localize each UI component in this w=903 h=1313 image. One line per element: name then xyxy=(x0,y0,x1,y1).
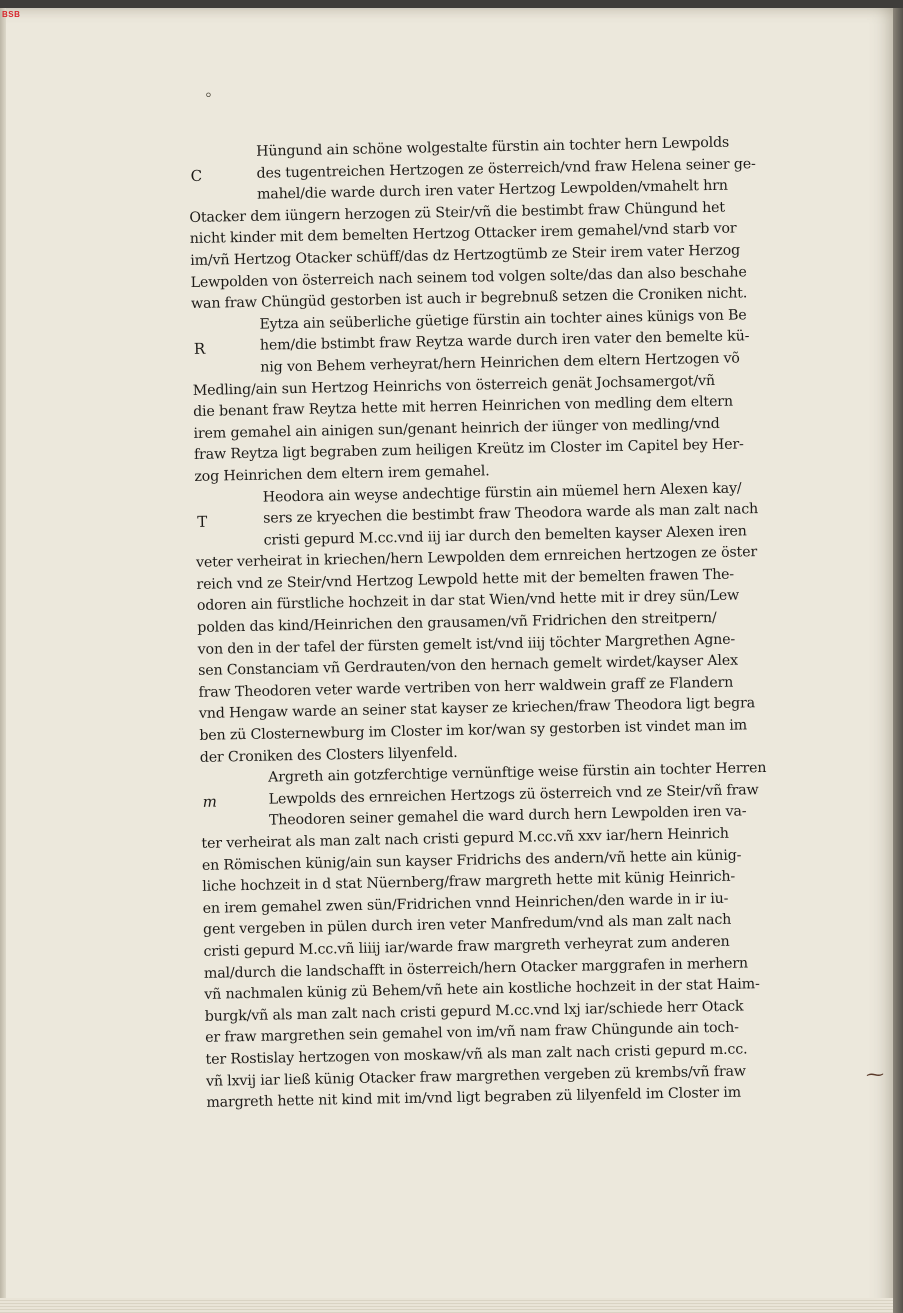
paragraph-theodora xyxy=(195,476,835,769)
text-line: hem/die bstimbt fraw Reytza warde durch iren vater den bemelte kü- xyxy=(259,328,750,354)
text-line: Lewpolden von österreich nach seinem tod volgen solte/das dan also beschahe xyxy=(190,263,747,291)
text-line: Lewpolds des ernreichen Hertzogs zü österreich vnd ze Steir/vñ fraw xyxy=(268,781,759,808)
text-line: en irem gemahel zwen sün/Fridrichen vnnd Heinrichen/den warde in ir iu- xyxy=(202,890,729,917)
text-line: reich vnd ze Steir/vnd Hertzog Lewpold hette mit der bemelten frawen The- xyxy=(196,566,735,593)
text-line: en Römischen künig/ain sun kayser Fridrichs des andern/vñ hette ain künig- xyxy=(201,847,742,874)
text-line: nicht kinder mit dem bemelten Hertzog Ottacker irem gemahel/vnd starb vor xyxy=(189,220,737,248)
text-line: Heodora ain weyse andechtige fürstin ain müemel hern Alexen kay/ xyxy=(262,479,742,506)
page-gutter xyxy=(0,8,6,1313)
text-line: der Croniken des Closters lilyenfeld. xyxy=(199,744,458,766)
text-line: liche hochzeit in d stat Nüernberg/fraw margreth hette mit künig Heinrich- xyxy=(202,868,736,896)
text-line: cristi gepurd M.cc.vñ liiij iar/warde fraw margreth verheyrat zum anderen xyxy=(203,933,730,960)
text-line: vñ nachmalen künig zü Behem/vñ hete ain kostliche hochzeit in der stat Haim- xyxy=(204,976,760,1003)
initial-letter: R xyxy=(193,339,206,358)
text-line: ter verheirat als man zalt nach cristi gepurd M.cc.vñ xxv iar/hern Heinrich xyxy=(201,825,729,852)
initial-letter: T xyxy=(197,512,208,531)
text-line: die benant fraw Reytza hette mit herren Heinrichen von medling dem eltern xyxy=(193,393,734,421)
margin-mark: ⁓ xyxy=(866,1064,884,1085)
main-text-block xyxy=(188,131,842,1115)
text-line: gent vergeben in pülen durch iren veter Manfredum/vnd als man zalt nach xyxy=(202,912,732,939)
text-line: sen Constanciam vñ Gerdrauten/von den hernach gemelt wirdet/kayser Alex xyxy=(197,652,739,680)
text-line: wan fraw Chüngüd gestorben ist auch ir begrebnuß setzen die Croniken nicht. xyxy=(190,285,748,313)
page-edge xyxy=(893,8,903,1313)
text-line: des tugentreichen Hertzogen ze österreich/vnd fraw Helena seiner ge- xyxy=(256,155,756,182)
text-line: vnd Hengaw warde an seiner stat kayser ze kriechen/fraw Theodora ligt begra xyxy=(198,695,756,723)
text-line: ter Rostislay hertzogen von moskaw/vñ als man zalt nach cristi gepurd m.cc. xyxy=(205,1041,748,1068)
text-line: veter verheirat in kriechen/hern Lewpolden dem ernreichen hertzogen ze öster xyxy=(195,544,758,572)
text-line: Theodoren seiner gemahel die ward durch hern Lewpolden iren va- xyxy=(268,803,747,829)
text-line: polden das kind/Heinrichen den grausamen/vñ Fridrichen den streitpern/ xyxy=(197,610,717,636)
text-line: im/vñ Hertzog Otacker schüff/das dz Hertzogtümb ze Steir irem vater Herzog xyxy=(190,242,741,269)
text-line: irem gemahel ain ainigen sun/genant heinrich der iünger von medling/vnd xyxy=(193,415,720,442)
initial-letter: m xyxy=(202,792,218,812)
text-line: margreth hette nit kind mit im/vnd ligt begraben zü lilyenfeld im Closter im xyxy=(206,1084,742,1111)
text-line: burgk/vñ als man zalt nach cristi gepurd M.cc.vnd lxj iar/schiede herr Otack xyxy=(204,998,744,1025)
text-line: cristi gepurd M.cc.vnd iij iar durch den bemelten kayser Alexen iren xyxy=(263,523,747,549)
ink-speck: ⸰ xyxy=(205,88,212,102)
paragraph-margreth xyxy=(200,757,842,1115)
paragraph-reytza xyxy=(191,304,829,489)
text-line: Eytza ain seüberliche güetige fürstin ain tochter aines künigs von Be xyxy=(259,307,747,333)
text-line: Argreth ain gotzferchtige vernünftige weise fürstin ain tochter Herren xyxy=(268,760,767,786)
text-line: sers ze kryechen die bestimbt fraw Theodora warde als man zalt nach xyxy=(263,501,759,527)
text-line: Hüngund ain schöne wolgestalte fürstin ain tochter hern Lewpolds xyxy=(256,134,730,160)
text-line: mal/durch die landschafft in österreich/hern Otacker marggrafen in merhern xyxy=(203,954,749,982)
text-line: mahel/die warde durch iren vater Hertzog Lewpolden/vmahelt hrn xyxy=(256,177,728,203)
text-line: nig von Behem verheyrat/hern Heinrichen dem eltern Hertzogen võ xyxy=(260,350,740,376)
text-line: odoren ain fürstliche hochzeit in dar stat Wien/vnd hette mit ir drey sün/Lew xyxy=(196,587,740,615)
text-line: er fraw margrethen sein gemahel von im/vñ nam fraw Chüngunde ain toch- xyxy=(205,1019,739,1047)
text-line: Otacker dem iüngern herzogen zü Steir/vñ die bestimbt fraw Chüngund het xyxy=(189,199,726,226)
text-line: ben zü Closternewburg im Closter im kor/wan sy gestorben ist vindet man im xyxy=(199,717,748,744)
library-mark: BSB xyxy=(2,10,21,19)
text-line: zog Heinrichen dem eltern irem gemahel. xyxy=(194,463,490,485)
text-line: vñ lxvij iar ließ künig Otacker fraw margrethen vergeben zü krembs/vñ fraw xyxy=(205,1062,746,1090)
text-line: fraw Reytza ligt begraben zum heiligen Kreütz im Closter im Capitel bey Her- xyxy=(193,436,744,464)
text-line: von den in der tafel der fürsten gemelt ist/vnd iiij töchter Margrethen Agne- xyxy=(197,631,736,658)
page-stack-edge xyxy=(0,1298,893,1313)
paragraph-chungund xyxy=(188,131,826,316)
text-line: fraw Theodoren veter warde vertriben von herr waldwein graff ze Flandern xyxy=(198,674,734,701)
initial-letter: C xyxy=(190,166,203,185)
text-line: Medling/ain sun Hertzog Heinrichs von österreich genät Jochsamergot/vñ xyxy=(192,372,716,399)
